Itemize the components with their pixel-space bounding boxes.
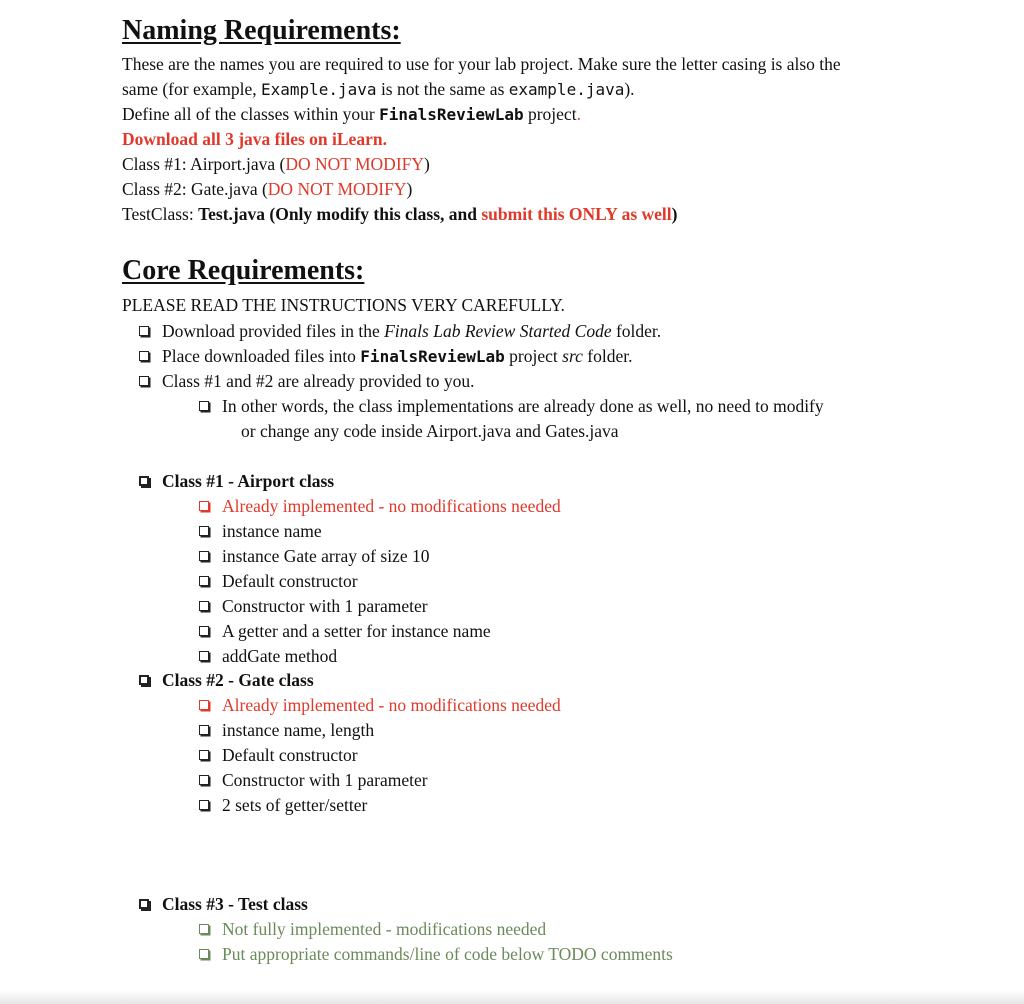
- page-bottom-shadow: [0, 990, 1024, 1004]
- checkbox-icon: [199, 725, 209, 735]
- airport-item: Constructor with 1 parameter: [199, 594, 428, 619]
- checkbox-icon: [199, 576, 209, 586]
- checkbox-icon: [139, 351, 149, 361]
- airport-item: A getter and a setter for instance name: [199, 619, 491, 644]
- download-notice: Download all 3 java files on iLearn.: [122, 129, 387, 149]
- checkbox-icon: [139, 326, 149, 336]
- airport-item: addGate method: [199, 644, 337, 669]
- checkbox-icon: [199, 651, 209, 661]
- checkbox-icon: [199, 401, 209, 411]
- test-class-item: Class #3 - Test class: [139, 892, 308, 917]
- gate-class-item: Class #2 - Gate class: [139, 668, 314, 693]
- checkbox-icon: [139, 376, 149, 386]
- class1-line: Class #1: Airport.java (DO NOT MODIFY): [122, 154, 430, 174]
- test-item: Put appropriate commands/line of code below TODO comments: [199, 942, 673, 967]
- checkbox-icon: [199, 800, 209, 810]
- class2-line: Class #2: Gate.java (DO NOT MODIFY): [122, 179, 413, 199]
- checklist-subitem-no-modify-cont: or change any code inside Airport.java and Gates.java: [241, 421, 619, 441]
- core-heading: Core Requirements:: [122, 255, 365, 286]
- naming-paragraph-line1: These are the names you are required to use for your lab project. Make sure the letter casing is also the: [122, 54, 841, 74]
- testclass-line: TestClass: Test.java (Only modify this class, and submit this ONLY as well): [122, 204, 678, 224]
- airport-item: Default constructor: [199, 569, 358, 594]
- checkbox-icon: [199, 750, 209, 760]
- checkbox-icon: [199, 526, 209, 536]
- airport-class-item: Class #1 - Airport class: [139, 469, 334, 494]
- checkbox-icon: [139, 675, 149, 685]
- checklist-subitem-no-modify: In other words, the class implementations are already done as well, no need to modify: [199, 394, 824, 419]
- airport-status: Already implemented - no modifications needed: [199, 494, 561, 519]
- checkbox-icon: [199, 626, 209, 636]
- gate-item: instance name, length: [199, 718, 374, 743]
- checkbox-icon: [139, 476, 149, 486]
- checkbox-icon: [199, 949, 209, 959]
- read-carefully-instruction: PLEASE READ THE INSTRUCTIONS VERY CAREFULLY.: [122, 295, 565, 315]
- checklist-item-download: Download provided files in the Finals Lab Review Started Code folder.: [139, 319, 661, 344]
- checklist-item-place-files: Place downloaded files into FinalsReviewLab project src folder.: [139, 344, 632, 369]
- checkbox-icon: [199, 924, 209, 934]
- test-item: Not fully implemented - modifications needed: [199, 917, 546, 942]
- gate-item: Constructor with 1 parameter: [199, 768, 428, 793]
- naming-heading: Naming Requirements:: [122, 15, 401, 46]
- checkbox-icon: [199, 601, 209, 611]
- airport-item: instance Gate array of size 10: [199, 544, 429, 569]
- checkbox-icon: [139, 899, 149, 909]
- gate-item: Default constructor: [199, 743, 358, 768]
- checkbox-icon: [199, 501, 209, 511]
- checkbox-icon: [199, 700, 209, 710]
- checkbox-icon: [199, 775, 209, 785]
- checklist-item-provided: Class #1 and #2 are already provided to you.: [139, 369, 475, 394]
- checkbox-icon: [199, 551, 209, 561]
- gate-item: 2 sets of getter/setter: [199, 793, 367, 818]
- airport-item: instance name: [199, 519, 322, 544]
- define-classes-line: Define all of the classes within your FinalsReviewLab project.: [122, 104, 581, 124]
- naming-paragraph-line2: same (for example, Example.java is not the same as example.java).: [122, 79, 635, 99]
- gate-status: Already implemented - no modifications needed: [199, 693, 561, 718]
